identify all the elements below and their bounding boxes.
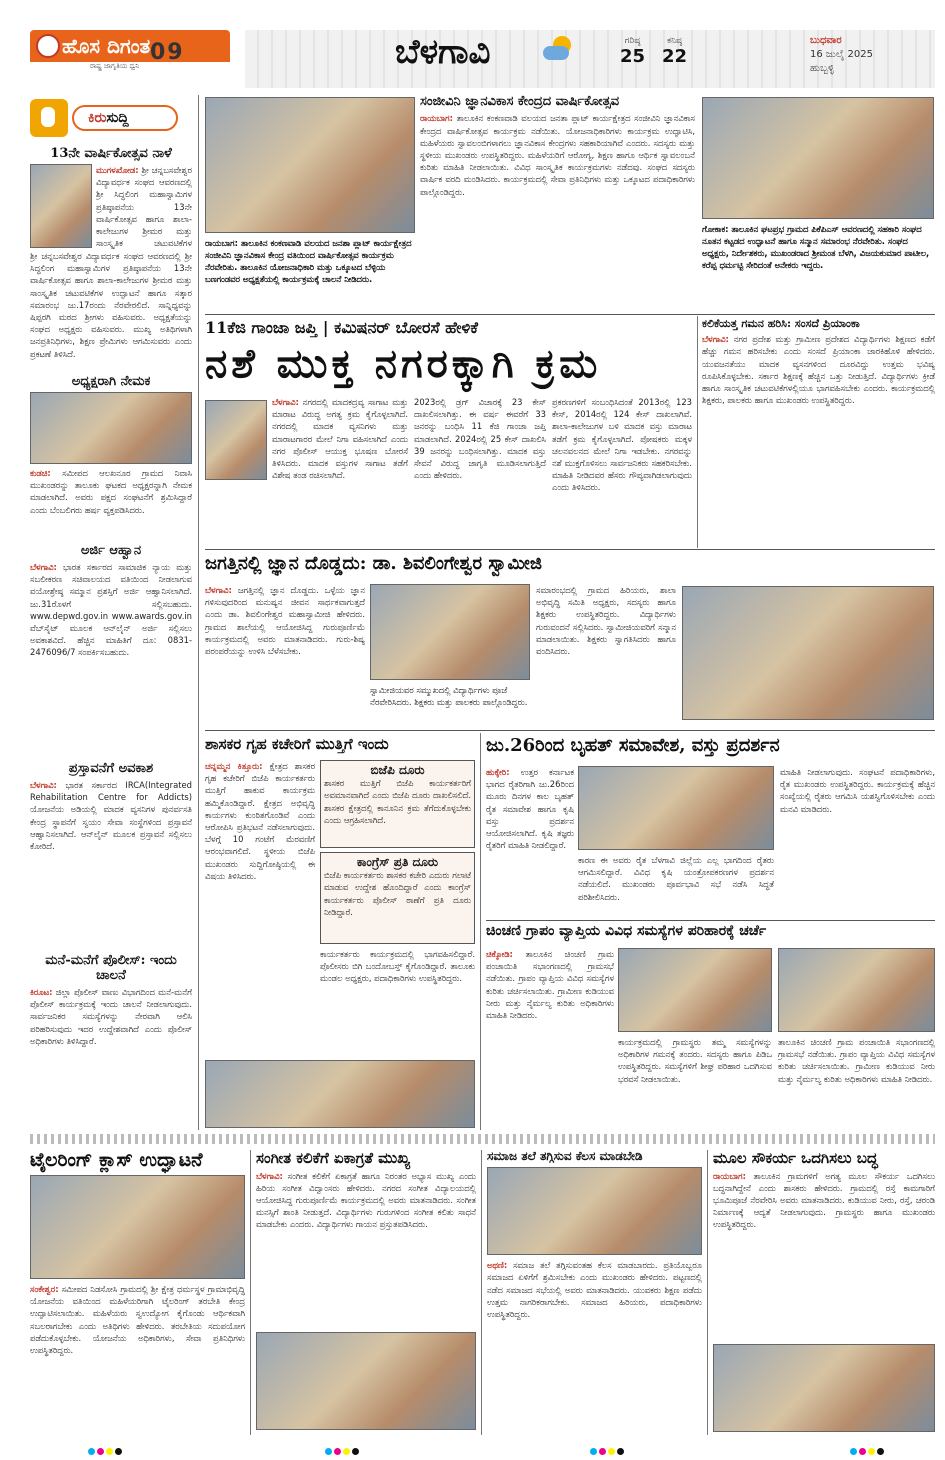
main-kicker: 11ಕೆಜಿ ಗಾಂಜಾ ಜಪ್ತಿ | ಕಮಿಷನರ್ ಬೋರಸೆ ಹೇಳಿಕೆ <box>205 318 479 337</box>
registration-marks <box>590 1440 626 1459</box>
section-divider <box>30 1134 935 1144</box>
brief-body: ಬೆಳಗಾವಿ: ಭಾರತ ಸರ್ಕಾರದ ಸಾಮಾಜಿಕ ನ್ಯಾಯ ಮತ್ತು ಸಬಲೀಕರಣ ಸಚಿವಾಲಯದ ವತಿಯಿಂದ ನೀಡಲಾಗುವ ವಯೋಶ್ರೇಷ್ಠ ಸಮ್ಮಾನ ಪ್ರಶಸ್ತಿಗೆ ಅರ್ಜಿ ಆಹ್ವಾನಿಸಲಾಗಿದೆ. ಜು.31ರೊಳಗೆ ಸಲ್ಲಿಸಬಹುದು. www.depwd.gov.in www.awards.gov.in ವೆಬ್‌ಸೈಟ್ ಮೂಲಕ ಆನ್‌ಲೈನ್ ಅರ್ಜಿ ಸಲ್ಲಿಸಲು ಅವಕಾಶವಿದೆ. ಹೆಚ್ಚಿನ ಮಾಹಿತಿಗೆ ದೂ: 0831-2476096/7 ಸಂಪರ್ಕಿಸಬಹುದು. <box>30 562 192 658</box>
row-rule <box>205 730 935 731</box>
story-headline: ಮೂಲ ಸೌಕರ್ಯ ಒದಗಿಸಲು ಬದ್ಧ <box>713 1150 878 1167</box>
event-photo <box>682 586 934 720</box>
brief-body: ಬೆಳಗಾವಿ: ಭಾರತ ಸರ್ಕಾರದ IRCA(Integrated Rehabilitation Centre for Addicts) ಯೋಜನೆಯ ಅಡಿಯಲ್ಲಿ ಮಾದಕ ವ್ಯಸನಿಗಳ ಪುನರ್ವಸತಿ ಕೇಂದ್ರ ಸ್ಥಾಪನೆಗೆ ಸ್ವಯಂ ಸೇವಾ ಸಂಸ್ಥೆಗಳಿಂದ ಪ್ರಸ್ತಾವನೆ ಆಹ್ವಾನಿಸಲಾಗಿದೆ. ಆನ್‌ಲೈನ್ ಮೂಲಕ ಪ್ರಸ್ತಾವನೆ ಸಲ್ಲಿಸಲು ಕೋರಿದೆ. <box>30 780 192 852</box>
event-photo <box>205 97 415 233</box>
emblem-icon <box>36 34 60 58</box>
brief-photo <box>30 392 192 464</box>
brief-headline: ಮನೆ-ಮನೆಗೆ ಪೊಲೀಸ್: ಇಂದು ಚಾಲನೆ <box>45 953 177 983</box>
story-body: ಕಾರಣ ಈ ಅವರು ರೈತ ಬೆಳಗಾವಿ ಜಿಲ್ಲೆಯ ಎಲ್ಲ ಭಾಗದಿಂದ ರೈತರು ಆಗಮಿಸಲಿದ್ದಾರೆ. ವಿವಿಧ ಕೃಷಿ ಯಂತ್ರೋಪಕರಣಗಳ ಪ್ರದರ್ಶನ ನಡೆಯಲಿದೆ. ಮುಖಂಡರು ಪೂರ್ವಭಾವಿ ಸಭೆ ನಡೆಸಿ ಸಿದ್ಧತೆ ಪರಿಶೀಲಿಸಿದರು. <box>578 855 774 902</box>
column-rule <box>697 316 698 548</box>
story-headline: ಜು.26ರಿಂದ ಬೃಹತ್ ಸಮಾವೇಶ, ವಸ್ತು ಪ್ರದರ್ಶನ <box>486 736 780 756</box>
event-photo <box>618 948 772 1032</box>
page-number: 09 <box>150 40 185 65</box>
story-headline: ಸಂಗೀತ ಕಲಿಕೆಗೆ ಏಕಾಗ್ರತೆ ಮುಖ್ಯ <box>256 1150 411 1167</box>
edition: ಹುಬ್ಬಳ್ಳಿ <box>810 63 835 74</box>
story-body: ತಾಲೂಕಿನ ಚಿಂಚಣಿ ಗ್ರಾಮ ಪಂಚಾಯಿತಿ ಸಭಾಂಗಣದಲ್ಲಿ ಗ್ರಾಮಸಭೆ ನಡೆಯಿತು. ಗ್ರಾಪಂ ವ್ಯಾಪ್ತಿಯ ವಿವಿಧ ಸಮಸ್ಯೆಗಳ ಕುರಿತು ಚರ್ಚಿಸಲಾಯಿತು. ಗ್ರಾಮೀಣ ಕುಡಿಯುವ ನೀರು ಮತ್ತು ನೈರ್ಮಲ್ಯ ಕುರಿತು ಅಧಿಕಾರಿಗಳು ಮಾಹಿತಿ ನೀಡಿದರು. <box>778 1037 935 1084</box>
event-photo <box>578 766 774 850</box>
story-headline: ಜಗತ್ತಿನಲ್ಲಿ ಜ್ಞಾನ ದೊಡ್ಡದು: ಡಾ. ಶಿವಲಿಂಗೇಶ್ವರ ಸ್ವಾಮೀಜಿ <box>205 554 542 574</box>
story-body: ರಾಯಬಾಗ: ತಾಲೂಕಿನ ಗ್ರಾಮಗಳಿಗೆ ಅಗತ್ಯ ಮೂಲ ಸೌಕರ್ಯ ಒದಗಿಸಲು ಬದ್ಧನಾಗಿದ್ದೇನೆ ಎಂದು ಶಾಸಕರು ಹೇಳಿದರು. ಗ್ರಾಮದಲ್ಲಿ ರಸ್ತೆ ಕಾಮಗಾರಿಗೆ ಭೂಮಿಪೂಜೆ ನೆರವೇರಿಸಿ ಅವರು ಮಾತನಾಡಿದರು. ಕುಡಿಯುವ ನೀರು, ರಸ್ತೆ, ಚರಂಡಿ ನಿರ್ಮಾಣಕ್ಕೆ ಆದ್ಯತೆ ನೀಡಲಾಗುವುದು. ಗ್ರಾಮಸ್ಥರು ಹಾಗೂ ಮುಖಂಡರು ಉಪಸ್ಥಿತರಿದ್ದರು. <box>713 1170 935 1230</box>
weekday: ಬುಧವಾರ <box>810 35 842 46</box>
city-name: ಬೆಳಗಾವಿ <box>395 32 491 72</box>
story-headline: ಸಂಜೀವಿನಿ ಜ್ಞಾನವಿಕಾಸ ಕೇಂದ್ರದ ವಾರ್ಷಿಕೋತ್ಸವ <box>420 95 620 109</box>
main-body-2: 2023ರಲ್ಲಿ ಡ್ರಗ್ ವಿಚಾರಕ್ಕೆ 23 ಕೇಸ್ ದಾಖಲಿಸಲಾಗಿತ್ತು. ಈ ವರ್ಷ ಈವರೆಗೆ 33 ಜನರನ್ನು ಬಂಧಿಸಿ 11 ಕೆಜಿ ಗಾಂಜಾ ಜಪ್ತಿ ಮಾಡಲಾಗಿದೆ. 2024ರಲ್ಲಿ 25 ಕೇಸ್ ದಾಖಲಿಸಿ 39 ಜನರನ್ನು ಬಂಧಿಸಲಾಗಿತ್ತು. ಮಾದಕ ವಸ್ತು ಸೇವನೆ ವಿರುದ್ಧ ಜಾಗೃತಿ ಮೂಡಿಸಲಾಗುತ್ತಿದೆ ಎಂದು ಹೇಳಿದರು. <box>414 397 546 481</box>
story-sanjeevini <box>420 95 695 313</box>
registration-marks <box>88 1440 124 1459</box>
story-body: ರಾಯಬಾಗ: ತಾಲೂಕಿನ ಕಂಕಣವಾಡಿ ವಲಯದ ಜನತಾ ಪ್ಲಾಟ್ ಕಾರ್ಯಕ್ಷೇತ್ರದ ಸಂಜೀವಿನಿ ಜ್ಞಾನವಿಕಾಸ ಕೇಂದ್ರದ ವಾರ್ಷಿಕೋತ್ಸವ ಕಾರ್ಯಕ್ರಮ ನಡೆಯಿತು. ಯೋಜನಾಧಿಕಾರಿಗಳು ಕಾರ್ಯಕ್ರಮ ಉದ್ಘಾಟಿಸಿ, ಮಹಿಳೆಯರು ಸ್ವಾವಲಂಬಿಗಳಾಗಲು ಜ್ಞಾನವಿಕಾಸ ಕೇಂದ್ರಗಳು ಸಹಕಾರಿಯಾಗಿವೆ ಎಂದರು. ಸದಸ್ಯರು ಮತ್ತು ಸ್ಥಳೀಯ ಮುಖಂಡರು ಉಪಸ್ಥಿತರಿದ್ದರು. ಮಹಿಳೆಯರಿಗೆ ಆರೋಗ್ಯ, ಶಿಕ್ಷಣ ಹಾಗೂ ಆರ್ಥಿಕ ಸ್ವಾವಲಂಬನೆ ಕುರಿತು ಮಾಹಿತಿ ನೀಡಲಾಯಿತು. ವಿವಿಧ ಸಾಂಸ್ಕೃತಿಕ ಕಾರ್ಯಕ್ರಮಗಳು ನಡೆದವು. ಸಂಘದ ಸದಸ್ಯರು ವಾರ್ಷಿಕ ವರದಿ ಮಂಡಿಸಿದರು. ಕಾರ್ಯಕ್ರಮದಲ್ಲಿ ಸೇವಾ ಪ್ರತಿನಿಧಿಗಳು ಮತ್ತು ಒಕ್ಕೂಟದ ಪದಾಧಿಕಾರಿಗಳು ಪಾಲ್ಗೊಂಡಿದ್ದರು. <box>420 113 695 197</box>
kiru-suddi-badge: ಕಿರುಸುದ್ದಿ <box>30 97 182 139</box>
registration-marks <box>850 1440 886 1459</box>
box-headline: ಬಿಜೆಪಿ ದೂರು <box>370 763 425 777</box>
left-column: 13ನೇ ವಾರ್ಷಿಕೋತ್ಸವ ನಾಳೆ ಮುಗಳಖೋಡ: ಶ್ರೀ ಚನ್ನಬಸವೇಶ್ವರ ವಿದ್ಯಾವರ್ಧಕ ಸಂಘದ ಆವರಣದಲ್ಲಿ ಶ್ರೀ ಸಿದ್ಧಲಿಂಗ ಮಹಾಸ್ವಾಮಿಗಳ ಪ್ರತಿಷ್ಠಾಪನೆಯ 13ನೇ ವಾರ್ಷಿಕೋತ್ಸವ ಹಾಗೂ ಶಾಲಾ-ಕಾಲೇಜುಗಳ ಶ್ರೀಮಠ ಮತ್ತು ಸಾಂಸ್ಕೃತಿಕ ಚಟುವಟಿಕೆಗಳ ಶ್ರೀ ಚನ್ನಬಸವೇಶ್ವರ ವಿದ್ಯಾವರ್ಧಕ ಸಂಘದ ಆವರಣದಲ್ಲಿ ಶ್ರೀ ಸಿದ್ಧಲಿಂಗ ಮಹಾಸ್ವಾಮಿಗಳ ಪ್ರತಿಷ್ಠಾಪನೆಯ 13ನೇ ವಾರ್ಷಿಕೋತ್ಸವ ಹಾಗೂ ಶಾಲಾ-ಕಾಲೇಜುಗಳ ಶ್ರೀಮಠ ಮತ್ತು ಸಾಂಸ್ಕೃತಿಕ ಚಟುವಟಿಕೆಗಳ ಉದ್ಘಾಟನೆ ಹಾಗೂ ಸತ್ಕಾರ ಸಮಾರಂಭ ಜು.17ರಂದು ನೆರವೇರಲಿದೆ. ಸಾನ್ನಿಧ್ಯವನ್ನು ಷಿಪ್ಪರಗಿ ಮಠದ ಶ್ರೀಗಳು ವಹಿಸುವರು. ಅಧ್ಯಕ್ಷತೆಯನ್ನು ಸಂಘದ ಅಧ್ಯಕ್ಷರು ವಹಿಸುವರು. ಮುಖ್ಯ ಅತಿಥಿಗಳಾಗಿ ಜನಪ್ರತಿನಿಧಿಗಳು, ಶಿಕ್ಷಣ ಪ್ರೇಮಿಗಳು ಆಗಮಿಸುವರು ಎಂದು ಪ್ರಕಟಣೆ ತಿಳಿಸಿದೆ. ಅಧ್ಯಕ್ಷರಾಗಿ ನೇಮಕ ಕುಡಚಿ: ಸಮೀಪದ ಆಲಖನೂರ ಗ್ರಾಮದ ನಿವಾಸಿ ಮುಖಂಡರನ್ನು ತಾಲೂಕು ಘಟಕದ ಅಧ್ಯಕ್ಷರನ್ನಾಗಿ ನೇಮಕ ಮಾಡಲಾಗಿದೆ. ಅವರು ಪಕ್ಷದ ಸಂಘಟನೆಗೆ ಶ್ರಮಿಸಿದ್ದಾರೆ ಎಂದು ಬೆಂಬಲಿಗರು ಹರ್ಷ ವ್ಯಕ್ತಪಡಿಸಿದರು. ಅರ್ಜಿ ಆಹ್ವಾನ ಬೆಳಗಾವಿ: ಭಾರತ ಸರ್ಕಾರದ ಸಾಮಾಜಿಕ ನ್ಯಾಯ ಮತ್ತು ಸಬಲೀಕರಣ ಸಚಿವಾಲಯದ ವತಿಯಿಂದ ನೀಡಲಾಗುವ ವಯೋಶ್ರೇಷ್ಠ ಸಮ್ಮಾನ ಪ್ರಶಸ್ತಿಗೆ ಅರ್ಜಿ ಆಹ್ವಾನಿಸಲಾಗಿದೆ. ಜು.31ರೊಳಗೆ ಸಲ್ಲಿಸಬಹುದು. www.depwd.gov.in www.awards.gov.in ವೆಬ್‌ಸೈಟ್ ಮೂಲಕ ಆನ್‌ಲೈನ್ ಅರ್ಜಿ ಸಲ್ಲಿಸಲು ಅವಕಾಶವಿದೆ. ಹೆಚ್ಚಿನ ಮಾಹಿತಿಗೆ ದೂ: 0831-2476096/7 ಸಂಪರ್ಕಿಸಬಹುದು. ಪ್ರಸ್ತಾವನೆಗೆ ಅವಕಾಶ ಬೆಳಗಾವಿ: ಭಾರತ ಸರ್ಕಾರದ IRCA(Integrated Rehabilitation Centre for Addicts) ಯೋಜನೆಯ ಅಡಿಯಲ್ಲಿ ಮಾದಕ ವ್ಯಸನಿಗಳ ಪುನರ್ವಸತಿ ಕೇಂದ್ರ ಸ್ಥಾಪನೆಗೆ ಸ್ವಯಂ ಸೇವಾ ಸಂಸ್ಥೆಗಳಿಂದ ಪ್ರಸ್ತಾವನೆ ಆಹ್ವಾನಿಸಲಾಗಿದೆ. ಆನ್‌ಲೈನ್ ಮೂಲಕ ಪ್ರಸ್ತಾವನೆ ಸಲ್ಲಿಸಲು ಕೋರಿದೆ. ಮನೆ-ಮನೆಗೆ ಪೊಲೀಸ್: ಇಂದು ಚಾಲನೆ ಕಿರೂಟ: ಜಿಲ್ಲಾ ಪೊಲೀಸ್ ವಾಣು ವಿಭಾಗದಿಂದ ಮನೆ-ಮನೆಗೆ ಪೊಲೀಸ್ ಕಾರ್ಯಕ್ರಮಕ್ಕೆ ಇಂದು ಚಾಲನೆ ನೀಡಲಾಗುವುದು. ಸಾರ್ವಜನಿಕರ ಸಮಸ್ಯೆಗಳನ್ನು ನೇರವಾಗಿ ಆಲಿಸಿ ಪರಿಹರಿಸುವುದು ಇದರ ಉದ್ದೇಶವಾಗಿದೆ ಎಂದು ಪೊಲೀಸ್ ಅಧಿಕಾರಿಗಳು ತಿಳಿಸಿದ್ದಾರೆ. <box>30 144 192 1129</box>
brief-headline: ಪ್ರಸ್ತಾವನೆಗೆ ಅವಕಾಶ <box>68 761 154 776</box>
photo-caption: ಸ್ವಾಮೀಜಿಯವರ ಸಮ್ಮುಖದಲ್ಲಿ ವಿದ್ಯಾರ್ಥಿಗಳು ಪೂಜೆ ನೆರವೇರಿಸಿದರು. ಶಿಕ್ಷಕರು ಮತ್ತು ಪಾಲಕರು ಪಾಲ್ಗೊಂಡಿದ್ದರು. <box>370 685 528 707</box>
brief-headline: ಅರ್ಜಿ ಆಹ್ವಾನ <box>80 543 142 558</box>
story-body: ಚಿಕ್ಕೋಡಿ: ತಾಲೂಕಿನ ಚಿಂಚಣಿ ಗ್ರಾಮ ಪಂಚಾಯಿತಿ ಸಭಾಂಗಣದಲ್ಲಿ ಗ್ರಾಮಸಭೆ ನಡೆಯಿತು. ಗ್ರಾಪಂ ವ್ಯಾಪ್ತಿಯ ವಿವಿಧ ಸಮಸ್ಯೆಗಳ ಕುರಿತು ಚರ್ಚಿಸಲಾಯಿತು. ಗ್ರಾಮೀಣ ಕುಡಿಯುವ ನೀರು ಮತ್ತು ನೈರ್ಮಲ್ಯ ಕುರಿತು ಅಧಿಕಾರಿಗಳು ಮಾಹಿತಿ ನೀಡಿದರು. <box>486 949 614 1021</box>
brief-photo <box>30 164 92 248</box>
story-body: ಬೆಳಗಾವಿ: ನಗರ ಪ್ರದೇಶ ಮತ್ತು ಗ್ರಾಮೀಣ ಪ್ರದೇಶದ ವಿದ್ಯಾರ್ಥಿಗಳು ಶಿಕ್ಷಣದ ಕಡೆಗೆ ಹೆಚ್ಚು ಗಮನ ಹರಿಸಬೇಕು ಎಂದು ಸಂಸದೆ ಪ್ರಿಯಾಂಕಾ ಜಾರಕಿಹೊಳಿ ಹೇಳಿದರು. ಯುವಜನತೆಯು ಮಾದಕ ವ್ಯಸನಗಳಿಂದ ದೂರವಿದ್ದು ಉತ್ತಮ ಭವಿಷ್ಯ ರೂಪಿಸಿಕೊಳ್ಳಬೇಕು. ಸರ್ಕಾರ ಶಿಕ್ಷಣಕ್ಕೆ ಹೆಚ್ಚಿನ ಒತ್ತು ನೀಡುತ್ತಿದೆ. ವಿದ್ಯಾರ್ಥಿಗಳು ಕ್ರೀಡೆ ಹಾಗೂ ಸಾಂಸ್ಕೃತಿಕ ಚಟುವಟಿಕೆಗಳಲ್ಲಿಯೂ ಭಾಗವಹಿಸಬೇಕು ಎಂದರು. ಕಾರ್ಯಕ್ರಮದಲ್ಲಿ ಶಿಕ್ಷಕರು, ಪಾಲಕರು ಹಾಗೂ ಮುಖಂಡರು ಉಪಸ್ಥಿತರಿದ್ದರು. <box>702 334 935 406</box>
event-photo <box>370 584 530 680</box>
story-tailoring <box>30 1150 245 1435</box>
event-photo <box>778 948 935 1032</box>
pointing-hand-icon <box>30 99 68 137</box>
event-photo <box>256 1332 476 1430</box>
info-box-bjp <box>320 760 475 848</box>
row-rule <box>205 314 935 315</box>
story-body: ಸಂಕೇಶ್ವರ: ಸಮೀಪದ ನಿಡಸೋಸಿ ಗ್ರಾಮದಲ್ಲಿ ಶ್ರೀ ಕ್ಷೇತ್ರ ಧರ್ಮಸ್ಥಳ ಗ್ರಾಮಾಭಿವೃದ್ಧಿ ಯೋಜನೆಯ ವತಿಯಿಂದ ಮಹಿಳೆಯರಿಗಾಗಿ ಟೈಲರಿಂಗ್ ತರಬೇತಿ ಕೇಂದ್ರ ಉದ್ಘಾಟಿಸಲಾಯಿತು. ಮಹಿಳೆಯರು ಸ್ವಉದ್ಯೋಗ ಕೈಗೊಂಡು ಆರ್ಥಿಕವಾಗಿ ಸಬಲರಾಗಬೇಕು ಎಂದು ಅತಿಥಿಗಳು ಹೇಳಿದರು. ತರಬೇತಿಯ ಸದುಪಯೋಗ ಪಡೆದುಕೊಳ್ಳಬೇಕು. ಯೋಜನೆಯ ಅಧಿಕಾರಿಗಳು, ಸೇವಾ ಪ್ರತಿನಿಧಿಗಳು ಉಪಸ್ಥಿತರಿದ್ದರು. <box>30 1283 245 1355</box>
column-rule <box>480 733 481 1130</box>
temp-max: ಗರಿಷ್ಠ 25 <box>620 36 646 67</box>
story-body: ಬೆಳಗಾವಿ: ಜಗತ್ತಿನಲ್ಲಿ ಜ್ಞಾನ ದೊಡ್ಡದು. ಒಳ್ಳೆಯ ಜ್ಞಾನ ಗಳಿಸುವುದರಿಂದ ಮನುಷ್ಯನ ಜೀವನ ಸಾರ್ಥಕವಾಗುತ್ತದೆ ಎಂದು ಡಾ. ಶಿವಲಿಂಗೇಶ್ವರ ಮಹಾಸ್ವಾಮೀಜಿ ಹೇಳಿದರು. ಗ್ರಾಮದ ಶಾಲೆಯಲ್ಲಿ ಆಯೋಜಿಸಿದ್ದ ಗುರುಪೂರ್ಣಿಮೆ ಕಾರ್ಯಕ್ರಮದಲ್ಲಿ ಅವರು ಮಾತನಾಡಿದರು. ಗುರು-ಶಿಷ್ಯ ಪರಂಪರೆಯನ್ನು ಉಳಿಸಿ ಬೆಳೆಸಬೇಕು. <box>205 585 365 657</box>
brief-headline: ಅಧ್ಯಕ್ಷರಾಗಿ ನೇಮಕ <box>71 374 151 389</box>
column-rule <box>707 1150 708 1435</box>
story-body: ಹುಕ್ಕೇರಿ: ಉತ್ತರ ಕರ್ನಾಟಕ ಭಾಗದ ರೈತರಿಗಾಗಿ ಜು.26ರಿಂದ ಮೂರು ದಿನಗಳ ಕಾಲ ಬೃಹತ್ ರೈತ ಸಮಾವೇಶ ಹಾಗೂ ಕೃಷಿ ವಸ್ತು ಪ್ರದರ್ಶನ ಆಯೋಜಿಸಲಾಗಿದೆ. ಕೃಷಿ ತಜ್ಞರು ರೈತರಿಗೆ ಮಾಹಿತಿ ನೀಡಲಿದ್ದಾರೆ. <box>486 767 574 851</box>
story-body: ಬೆಳಗಾವಿ: ಸಂಗೀತ ಕಲಿಕೆಗೆ ಏಕಾಗ್ರತೆ ಹಾಗೂ ನಿರಂತರ ಅಭ್ಯಾಸ ಮುಖ್ಯ ಎಂದು ಹಿರಿಯ ಸಂಗೀತ ವಿದ್ವಾಂಸರು ಹೇಳಿದರು. ನಗರದ ಸಂಗೀತ ವಿದ್ಯಾಲಯದಲ್ಲಿ ಆಯೋಜಿಸಿದ್ದ ಗುರುಪೂರ್ಣಿಮೆ ಕಾರ್ಯಕ್ರಮದಲ್ಲಿ ಅವರು ಮಾತನಾಡಿದರು. ಸಂಗೀತ ಮನಸ್ಸಿಗೆ ಶಾಂತಿ ನೀಡುತ್ತದೆ. ವಿದ್ಯಾರ್ಥಿಗಳು ಗುರುಗಳಿಂದ ಸಂಗೀತ ಕಲಿತು ಸಾಧನೆ ಮಾಡಬೇಕು ಎಂದರು. ವಿದ್ಯಾರ್ಥಿಗಳು ಗಾಯನ ಪ್ರಸ್ತುತಪಡಿಸಿದರು. <box>256 1170 476 1230</box>
commissioner-photo <box>205 400 267 480</box>
date-box <box>810 34 873 76</box>
story-headline: ಶಾಸಕರ ಗೃಹ ಕಚೇರಿಗೆ ಮುತ್ತಿಗೆ ಇಂದು <box>205 736 389 753</box>
story-priyanka <box>702 318 935 546</box>
story-body: ಮಾಹಿತಿ ನೀಡಲಾಗುವುದು. ಸಂಘಟನೆ ಪದಾಧಿಕಾರಿಗಳು, ರೈತ ಮುಖಂಡರು ಉಪಸ್ಥಿತರಿದ್ದರು. ಕಾರ್ಯಕ್ರಮಕ್ಕೆ ಹೆಚ್ಚಿನ ಸಂಖ್ಯೆಯಲ್ಲಿ ರೈತರು ಆಗಮಿಸಿ ಯಶಸ್ವಿಗೊಳಿಸಬೇಕು ಎಂದು ಮನವಿ ಮಾಡಿದರು. <box>780 767 935 814</box>
story-body: ಕಾರ್ಯಕರ್ತರು ಕಾರ್ಯಕ್ರಮದಲ್ಲಿ ಭಾಗವಹಿಸಲಿದ್ದಾರೆ. ಪೊಲೀಸರು ಬಿಗಿ ಬಂದೋಬಸ್ತ್ ಕೈಗೊಂಡಿದ್ದಾರೆ. ತಾಲೂಕು ಮಂಡಲ ಅಧ್ಯಕ್ಷರು, ಪದಾಧಿಕಾರಿಗಳು ಉಪಸ್ಥಿತರಿದ್ದರು. <box>320 949 475 984</box>
box-body: ಬಿಜೆಪಿ ಕಾರ್ಯಕರ್ತರು ಶಾಸಕರ ಕಚೇರಿ ಎದುರು ಗಲಾಟೆ ಮಾಡುವ ಉದ್ದೇಶ ಹೊಂದಿದ್ದಾರೆ ಎಂದು ಕಾಂಗ್ರೆಸ್ ಕಾರ್ಯಕರ್ತರು ಪೊಲೀಸ್ ಠಾಣೆಗೆ ಪ್ರತಿ ದೂರು ನೀಡಿದ್ದಾರೆ. <box>324 870 471 917</box>
weather-icon <box>543 36 573 62</box>
event-photo <box>702 97 934 219</box>
main-headline: ನಶೆ ಮುಕ್ತ ನಗರಕ್ಕಾಗಿ ಕ್ರಮ <box>205 340 602 387</box>
logo-text: ಹೊಸ ದಿಗಂತ <box>62 34 151 58</box>
date: 16 ಜುಲೈ 2025 <box>810 49 873 60</box>
event-photo <box>30 1175 245 1279</box>
info-box-congress <box>320 852 475 944</box>
column-rule <box>481 1150 482 1435</box>
box-body: ಶಾಸಕರ ಮುತ್ತಿಗೆ ಬಿಜೆಪಿ ಕಾರ್ಯಕರ್ತರಿಗೆ ಅವಮಾನವಾಗಿದೆ ಎಂದು ಬಿಜೆಪಿ ದೂರು ದಾಖಲಿಸಲಿದೆ. ಶಾಸಕರ ಕ್ಷೇತ್ರದಲ್ಲಿ ಕಾನೂನಿನ ಕ್ರಮ ತೆಗೆದುಕೊಳ್ಳಬೇಕು ಎಂದು ಆಗ್ರಹಿಸಲಾಗಿದೆ. <box>324 778 471 825</box>
story-infrastructure <box>713 1150 935 1435</box>
photo-caption: ರಾಯಬಾಗ: ತಾಲೂಕಿನ ಕಂಕಣವಾಡಿ ವಲಯದ ಜನಶಾ ಪ್ಲಾಟ್ ಕಾರ್ಯಕ್ಷೇತ್ರದ ಸಂಜೀವಿನಿ ಜ್ಞಾನವಿಕಾಸ ಕೇಂದ್ರ ವತಿಯಿಂದ ವಾರ್ಷಿಕೋತ್ಸವ ಕಾರ್ಯಕ್ರಮ ನೆರವೇರಿತು. ತಾಲೂಕಿನ ಯೋಜನಾಧಿಕಾರಿ ಮತ್ತು ಒಕ್ಕೂಟದ ಬೆಳ್ಳಿಯ ಬಣಗಂಡವರ ಅಧ್ಯಕ್ಷತೆಯಲ್ಲಿ ಕಾರ್ಯಕ್ರಮಕ್ಕೆ ಚಾಲನೆ ನೀಡಿದರು. <box>205 238 412 284</box>
column-rule <box>250 1150 251 1435</box>
story-body: ಚನ್ನಮ್ಮನ ಕಿತ್ತೂರು: ಕ್ಷೇತ್ರದ ಶಾಸಕರ ಗೃಹ ಕಚೇರಿಗೆ ಬಿಜೆಪಿ ಕಾರ್ಯಕರ್ತರು ಮುತ್ತಿಗೆ ಹಾಕುವ ಕಾರ್ಯಕ್ರಮ ಹಮ್ಮಿಕೊಂಡಿದ್ದಾರೆ. ಕ್ಷೇತ್ರದ ಅಭಿವೃದ್ಧಿ ಕಾರ್ಯಗಳು ಕುಂಠಿತಗೊಂಡಿವೆ ಎಂದು ಆರೋಪಿಸಿ ಪ್ರತಿಭಟನೆ ನಡೆಸಲಾಗುವುದು. ಬೆಳಗ್ಗೆ 10 ಗಂಟೆಗೆ ಮೆರವಣಿಗೆ ಆರಂಭವಾಗಲಿದೆ. ಸ್ಥಳೀಯ ಬಿಜೆಪಿ ಮುಖಂಡರು ಸುದ್ದಿಗೋಷ್ಠಿಯಲ್ಲಿ ಈ ವಿಷಯ ತಿಳಿಸಿದರು. <box>205 761 315 881</box>
story-music <box>256 1150 476 1435</box>
main-body-1: ಬೆಳಗಾವಿ: ನಗರದಲ್ಲಿ ಮಾದಕದ್ರವ್ಯ ಸಾಗಾಟ ಮತ್ತು ಮಾರಾಟ ವಿರುದ್ಧ ಅಗತ್ಯ ಕ್ರಮ ಕೈಗೊಳ್ಳಲಾಗಿದೆ. ನಗರದಲ್ಲಿ ಮಾದಕ ವ್ಯಸನಿಗಳು ಮತ್ತು ಮಾರಾಟಗಾರರ ಮೇಲೆ ನಿಗಾ ವಹಿಸಲಾಗಿದೆ ಎಂದು ನಗರ ಪೊಲೀಸ್ ಆಯುಕ್ತ ಭೂಷಣ ಬೋರಸೆ ತಿಳಿಸಿದರು. ಮಾದಕ ವಸ್ತುಗಳ ಸಾಗಾಟ ತಡೆಗೆ ವಿಶೇಷ ತಂಡ ರಚಿಸಲಾಗಿದೆ. <box>272 397 408 481</box>
newspaper-logo <box>30 30 230 90</box>
box-headline: ಕಾಂಗ್ರೆಸ್ ಪ್ರತಿ ದೂರು <box>356 855 439 869</box>
brief-headline: 13ನೇ ವಾರ್ಷಿಕೋತ್ಸವ ನಾಳೆ <box>50 146 172 161</box>
photo-caption: ಗೋಕಾಕ: ತಾಲೂಕಿನ ಘಟಪ್ರಭ ಗ್ರಾಮದ ಪಿಕೆಪಿಎಸ್ ಆವರಣದಲ್ಲಿ ಸಹಕಾರಿ ಸಂಘದ ನೂತನ ಕಟ್ಟಡದ ಉದ್ಘಾಟನೆ ಹಾಗೂ ಸನ್ಮಾನ ಸಮಾರಂಭ ನೆರವೇರಿತು. ಸಂಘದ ಅಧ್ಯಕ್ಷರು, ನಿರ್ದೇಶಕರು, ಮುಖಂಡರಾದ ಶ್ರೀಮಂತ ಬೆಳಗಿ, ವಿಜಯಕುಮಾರ ಪಾಟೀಲ, ಕರೆಪ್ಪ ಧರ್ಮಟ್ಟಿ ಸೇರಿದಂತೆ ಅನೇಕರು ಇದ್ದರು. <box>702 224 930 270</box>
story-headline: ಸಮಾಜ ತಲೆ ತಗ್ಗಿಸುವ ಕೆಲಸ ಮಾಡಬೇಡಿ <box>487 1150 643 1163</box>
temp-min: ಕನಿಷ್ಠ 22 <box>662 36 688 67</box>
row-rule <box>205 549 935 550</box>
story-body: ಅಥಣಿ: ಸಮಾಜ ತಲೆ ತಗ್ಗಿಸುವಂತಹ ಕೆಲಸ ಮಾಡಬಾರದು. ಪ್ರತಿಯೊಬ್ಬರೂ ಸಮಾಜದ ಏಳಿಗೆಗೆ ಶ್ರಮಿಸಬೇಕು ಎಂದು ಮುಖಂಡರು ಹೇಳಿದರು. ಪಟ್ಟಣದಲ್ಲಿ ನಡೆದ ಸಮಾಜದ ಸಭೆಯಲ್ಲಿ ಅವರು ಮಾತನಾಡಿದರು. ಯುವಕರು ಶಿಕ್ಷಣ ಪಡೆದು ಉತ್ತಮ ನಾಗರಿಕರಾಗಬೇಕು. ಸಮಾಜದ ಹಿರಿಯರು, ಪದಾಧಿಕಾರಿಗಳು ಉಪಸ್ಥಿತರಿದ್ದರು. <box>487 1260 702 1319</box>
story-body: ಸಮಾರಂಭದಲ್ಲಿ ಗ್ರಾಮದ ಹಿರಿಯರು, ಶಾಲಾ ಅಭಿವೃದ್ಧಿ ಸಮಿತಿ ಅಧ್ಯಕ್ಷರು, ಸದಸ್ಯರು ಹಾಗೂ ಶಿಕ್ಷಕರು ಉಪಸ್ಥಿತರಿದ್ದರು. ವಿದ್ಯಾರ್ಥಿಗಳು ಗುರುವಂದನೆ ಸಲ್ಲಿಸಿದರು. ಸ್ವಾಮೀಜಿಯವರಿಗೆ ಸನ್ಮಾನ ಮಾಡಲಾಯಿತು. ಶಿಕ್ಷಕರು ಸ್ವಾಗತಿಸಿದರು ಹಾಗೂ ವಂದಿಸಿದರು. <box>536 585 676 657</box>
tagline: ರಾಷ್ಟ್ರ ಜಾಗೃತಿಯ ಧ್ವನಿ <box>90 62 140 70</box>
brief-body: ಕಿರೂಟ: ಜಿಲ್ಲಾ ಪೊಲೀಸ್ ವಾಣು ವಿಭಾಗದಿಂದ ಮನೆ-ಮನೆಗೆ ಪೊಲೀಸ್ ಕಾರ್ಯಕ್ರಮಕ್ಕೆ ಇಂದು ಚಾಲನೆ ನೀಡಲಾಗುವುದು. ಸಾರ್ವಜನಿಕರ ಸಮಸ್ಯೆಗಳನ್ನು ನೇರವಾಗಿ ಆಲಿಸಿ ಪರಿಹರಿಸುವುದು ಇದರ ಉದ್ದೇಶವಾಗಿದೆ ಎಂದು ಪೊಲೀಸ್ ಅಧಿಕಾರಿಗಳು ತಿಳಿಸಿದ್ದಾರೆ. <box>30 987 192 1046</box>
brief-body: ಕುಡಚಿ: ಸಮೀಪದ ಆಲಖನೂರ ಗ್ರಾಮದ ನಿವಾಸಿ ಮುಖಂಡರನ್ನು ತಾಲೂಕು ಘಟಕದ ಅಧ್ಯಕ್ಷರನ್ನಾಗಿ ನೇಮಕ ಮಾಡಲಾಗಿದೆ. ಅವರು ಪಕ್ಷದ ಸಂಘಟನೆಗೆ ಶ್ರಮಿಸಿದ್ದಾರೆ ಎಂದು ಬೆಂಬಲಿಗರು ಹರ್ಷ ವ್ಯಕ್ತಪಡಿಸಿದರು. <box>30 468 192 515</box>
main-body-3: ಪ್ರಕರಣಗಳಿಗೆ ಸಂಬಂಧಿಸಿದಂತೆ 2013ರಲ್ಲಿ 123 ಕೇಸ್, 2014ರಲ್ಲಿ 124 ಕೇಸ್ ದಾಖಲಾಗಿವೆ. ಶಾಲಾ-ಕಾಲೇಜುಗಳ ಬಳಿ ಮಾದಕ ವಸ್ತು ಮಾರಾಟ ತಡೆಗೆ ಕ್ರಮ ಕೈಗೊಳ್ಳಲಾಗಿದೆ. ಪೋಷಕರು ಮಕ್ಕಳ ಚಲನವಲನದ ಮೇಲೆ ನಿಗಾ ಇಡಬೇಕು. ನಗರವನ್ನು ನಶೆ ಮುಕ್ತಗೊಳಿಸಲು ಸಾರ್ವಜನಿಕರು ಸಹಕರಿಸಬೇಕು. ಮಾಹಿತಿ ನೀಡಿದವರ ಹೆಸರು ಗೌಪ್ಯವಾಗಿಡಲಾಗುವುದು ಎಂದು ತಿಳಿಸಿದರು. <box>552 397 692 493</box>
story-samaja <box>487 1150 702 1435</box>
story-body: ಕಾರ್ಯಕ್ರಮದಲ್ಲಿ ಗ್ರಾಮಸ್ಥರು ತಮ್ಮ ಸಮಸ್ಯೆಗಳನ್ನು ಅಧಿಕಾರಿಗಳ ಗಮನಕ್ಕೆ ತಂದರು. ಸದಸ್ಯರು ಹಾಗೂ ಪಿಡಿಒ ಉಪಸ್ಥಿತರಿದ್ದರು. ಸಮಸ್ಯೆಗಳಿಗೆ ಶೀಘ್ರ ಪರಿಹಾರ ಒದಗಿಸುವ ಭರವಸೆ ನೀಡಲಾಯಿತು. <box>618 1037 772 1084</box>
story-headline: ಟೈಲರಿಂಗ್ ಕ್ಲಾಸ್ ಉದ್ಘಾಟನೆ <box>30 1150 203 1171</box>
event-photo <box>713 1344 935 1432</box>
registration-marks <box>325 1440 361 1459</box>
row-rule <box>486 920 935 921</box>
brief-body: ಶ್ರೀ ಚನ್ನಬಸವೇಶ್ವರ ವಿದ್ಯಾವರ್ಧಕ ಸಂಘದ ಆವರಣದಲ್ಲಿ ಶ್ರೀ ಸಿದ್ಧಲಿಂಗ ಮಹಾಸ್ವಾಮಿಗಳ ಪ್ರತಿಷ್ಠಾಪನೆಯ 13ನೇ ವಾರ್ಷಿಕೋತ್ಸವ ಹಾಗೂ ಶಾಲಾ-ಕಾಲೇಜುಗಳ ಶ್ರೀಮಠ ಮತ್ತು ಸಾಂಸ್ಕೃತಿಕ ಚಟುವಟಿಕೆಗಳ ಉದ್ಘಾಟನೆ ಹಾಗೂ ಸತ್ಕಾರ ಸಮಾರಂಭ ಜು.17ರಂದು ನೆರವೇರಲಿದೆ. ಸಾನ್ನಿಧ್ಯವನ್ನು ಷಿಪ್ಪರಗಿ ಮಠದ ಶ್ರೀಗಳು ವಹಿಸುವರು. ಅಧ್ಯಕ್ಷತೆಯನ್ನು ಸಂಘದ ಅಧ್ಯಕ್ಷರು ವಹಿಸುವರು. ಮುಖ್ಯ ಅತಿಥಿಗಳಾಗಿ ಜನಪ್ರತಿನಿಧಿಗಳು, ಶಿಕ್ಷಣ ಪ್ರೇಮಿಗಳು ಆಗಮಿಸುವರು ಎಂದು ಪ್ರಕಟಣೆ ತಿಳಿಸಿದೆ. <box>30 251 192 359</box>
story-headline: ಚಿಂಚಣಿ ಗ್ರಾಪಂ ವ್ಯಾಪ್ತಿಯ ವಿವಿಧ ಸಮಸ್ಯೆಗಳ ಪರಿಹಾರಕ್ಕೆ ಚರ್ಚೆ <box>486 924 767 939</box>
column-rule <box>198 95 199 1130</box>
masthead <box>0 0 945 92</box>
story-headline: ಕಲಿಕೆಯತ್ತ ಗಮನ ಹರಿಸಿ: ಸಂಸದೆ ಪ್ರಿಯಾಂಕಾ <box>702 318 860 330</box>
event-photo <box>487 1167 702 1255</box>
event-photo <box>205 1060 475 1128</box>
